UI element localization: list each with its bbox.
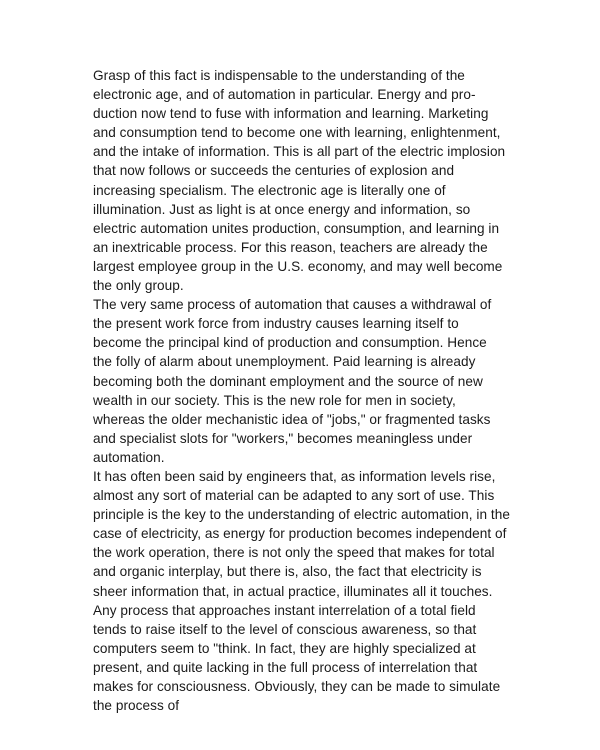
text-line: largest employee group in the U.S. economy, and may well become bbox=[93, 258, 503, 274]
text-line: the present work force from industry causes learning itself to bbox=[93, 316, 459, 332]
text-line: makes for consciousness. Obviously, they can be made to simulate bbox=[93, 679, 501, 694]
text-line: electronic age, and of automation in particular. Energy and pro- bbox=[93, 87, 476, 103]
text-line: duction now tend to fuse with information and learning. Marketing bbox=[93, 106, 489, 122]
text-line: and the intake of information. This is all part of the electric implosion bbox=[93, 144, 506, 160]
text-line: become the principal kind of production and consumption. Hence bbox=[93, 335, 487, 351]
text-line: principle is the key to the understanding of electric automation, in the bbox=[93, 507, 510, 523]
text-line: sheer information that, in actual practice, illuminates all it touches. bbox=[93, 583, 493, 599]
text-line: that now follows or succeeds the centuries of explosion and bbox=[93, 163, 455, 179]
text-line: an inextricable process. For this reason, teachers are already the bbox=[93, 239, 488, 255]
text-line: Any process that approaches instant interrelation of a total field bbox=[93, 602, 476, 618]
text-line: wealth in our society. This is the new role for men in society, bbox=[93, 392, 456, 408]
text-line: case of electricity, as energy for production becomes independent of bbox=[93, 526, 507, 542]
text-line: the process of bbox=[93, 698, 180, 714]
text-line: electric automation unites production, consumption, and learning in bbox=[93, 220, 500, 236]
text-line: tends to raise itself to the level of conscious awareness, so that bbox=[93, 621, 477, 637]
text-line: It has often been said by engineers that, as information levels rise, bbox=[93, 468, 496, 484]
text-line: the folly of alarm about unemployment. Paid learning is already bbox=[93, 354, 476, 370]
text-line: Grasp of this fact is indispensable to the understanding of the bbox=[93, 68, 465, 83]
text-line: computers seem to "think. In fact, they are highly specialized at bbox=[93, 640, 476, 656]
text-line: increasing specialism. The electronic age is literally one of bbox=[93, 182, 446, 198]
text-line: and specialist slots for "workers," becomes meaningless under bbox=[93, 430, 473, 446]
text-line: becoming both the dominant employment and the source of new bbox=[93, 373, 483, 389]
text-line: automation. bbox=[93, 449, 165, 465]
text-line: the work operation, there is not only the speed that makes for total bbox=[93, 545, 495, 561]
text-line: the only group. bbox=[93, 278, 184, 294]
text-line: illumination. Just as light is at once energy and information, so bbox=[93, 201, 471, 217]
text-line: present, and quite lacking in the full process of interrelation that bbox=[93, 659, 478, 675]
text-line: and consumption tend to become one with learning, enlightenment, bbox=[93, 125, 501, 141]
text-line: whereas the older mechanistic idea of "jobs," or fragmented tasks bbox=[93, 411, 491, 427]
body-text bbox=[93, 66, 523, 715]
text-line: and organic interplay, but there is, also, the fact that electricity is bbox=[93, 564, 482, 580]
text-line: The very same process of automation that causes a withdrawal of bbox=[93, 297, 492, 313]
text-line: almost any sort of material can be adapted to any sort of use. This bbox=[93, 488, 495, 504]
